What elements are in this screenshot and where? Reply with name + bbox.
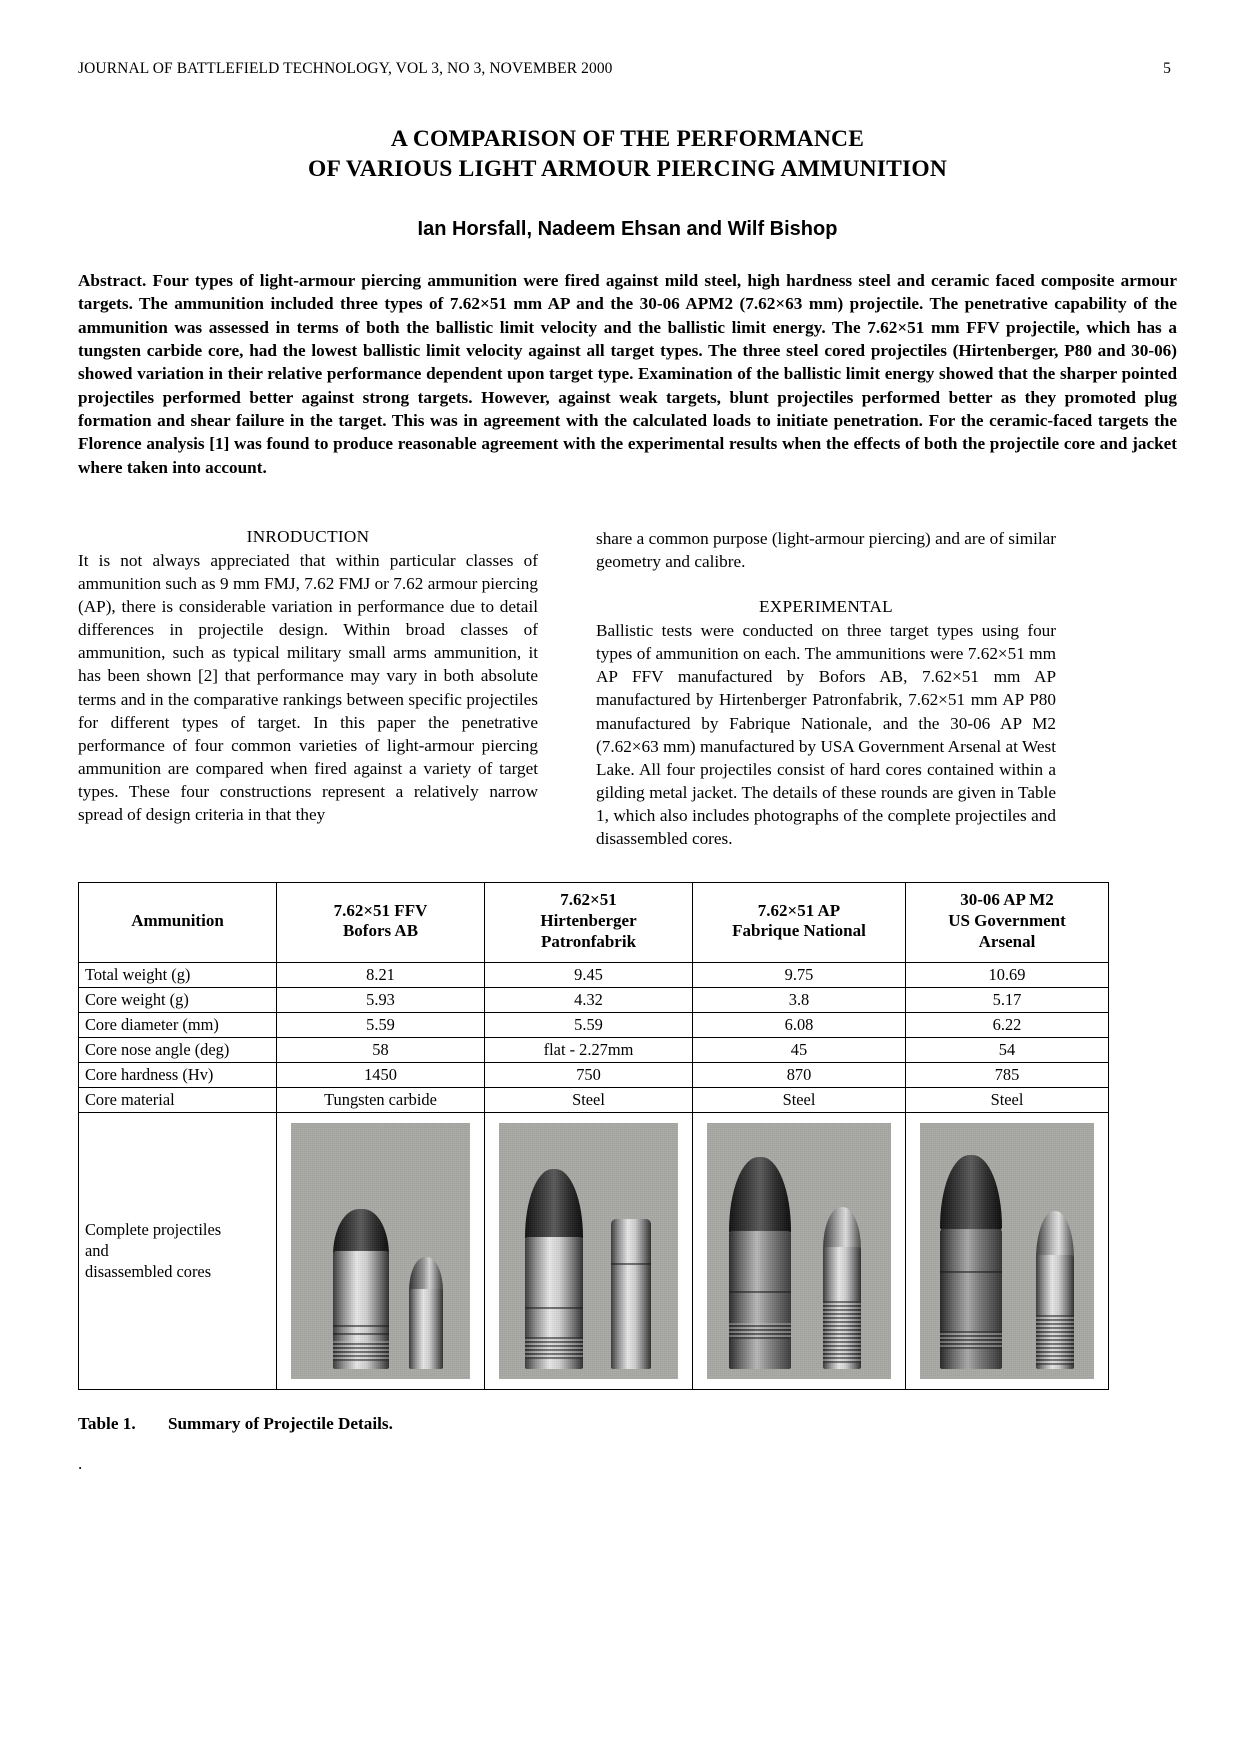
running-head	[78, 60, 1177, 78]
abstract-paragraph: Abstract. Four types of light-armour piercing ammunition were fired against mild steel, high hardness steel and ceramic faced composite armour targets. The ammunition included three types of 7.62×51 mm AP and the 30-06 APM2 (7.62×63 mm) projectile. The penetrative capability of the ammunition was assessed in terms of both the ballistic limit velocity and the ballistic limit energy. The 7.62×51 mm FFV projectile, which has a tungsten carbide core, had the lowest ballistic limit velocity against all target types. The three steel cored projectiles (Hirtenberger, P80 and 30-06) showed variation in their relative performance dependent upon target type. Examination of the ballistic limit energy showed that the sharper pointed projectiles performed better against strong targets. However, against weak targets, blunt projectiles performed better as they promoted plug formation and shear failure in the target. This was in agreement with the calculated loads to initiate penetration. For the ceramic-faced targets the Florence analysis [1] was found to produce reasonable agreement with the experimental results when the effects of both the projectile core and jacket where taken into account.	[78, 271, 1177, 477]
projectile-details-table	[78, 882, 1109, 1389]
trailing-mark: .	[78, 1453, 83, 1473]
table-1-wrapper	[78, 882, 1177, 1473]
header-line: Fabrique National	[732, 921, 866, 941]
table-row	[79, 987, 1109, 1012]
title-line-1: A COMPARISON OF THE PERFORMANCE	[390, 126, 865, 152]
header-line: 7.62×51	[560, 890, 617, 910]
photo-cell-fabrique-national	[693, 1112, 906, 1389]
cell-value: 1450	[277, 1062, 485, 1087]
header-cell-ffv	[277, 883, 485, 962]
cell-value: 750	[485, 1062, 693, 1087]
cell-value: 5.59	[485, 1012, 693, 1037]
cell-value: 3.8	[693, 987, 906, 1012]
cell-value: 6.22	[906, 1012, 1109, 1037]
header-line: Bofors AB	[342, 921, 419, 941]
cell-value: 8.21	[277, 962, 485, 987]
page-number: 5	[1163, 60, 1171, 77]
header-cell-ammunition	[79, 883, 277, 962]
header-line: 30-06 AP M2	[960, 890, 1054, 910]
cell-value: 785	[906, 1062, 1109, 1087]
table-header	[79, 883, 1109, 962]
cell-value: 54	[906, 1037, 1109, 1062]
title-line-2: OF VARIOUS LIGHT ARMOUR PIERCING AMMUNITION	[307, 156, 948, 183]
photo-cell-hirtenberger	[485, 1112, 693, 1389]
cell-value: 5.93	[277, 987, 485, 1012]
left-column	[78, 527, 538, 827]
header-cell-hirtenberger	[485, 883, 693, 962]
cell-value: flat - 2.27mm	[485, 1037, 693, 1062]
row-label: Total weight (g)	[79, 962, 277, 987]
table-header-row	[79, 883, 1109, 962]
table-row	[79, 1087, 1109, 1112]
caption-label: Table 1.	[78, 1413, 136, 1433]
table-row	[79, 1012, 1109, 1037]
body-columns	[78, 527, 1177, 851]
cell-value: Tungsten carbide	[277, 1087, 485, 1112]
table-row	[79, 1062, 1109, 1087]
cell-value: 5.59	[277, 1012, 485, 1037]
cell-value: 45	[693, 1037, 906, 1062]
photo-label-line: disassembled cores	[85, 1262, 212, 1282]
cell-value: Steel	[693, 1087, 906, 1112]
photo-label-line: and	[85, 1240, 109, 1260]
cell-value: 870	[693, 1062, 906, 1087]
journal-reference: JOURNAL OF BATTLEFIELD TECHNOLOGY, VOL 3, NO 3, NOVEMBER 2000	[78, 60, 613, 77]
header-line: Hirtenberger	[540, 911, 637, 931]
section-heading-experimental: EXPERIMENTAL	[759, 597, 893, 617]
cell-value: 58	[277, 1037, 485, 1062]
row-label: Core weight (g)	[79, 987, 277, 1012]
header-cell-fabrique-national	[693, 883, 906, 962]
photo-label-line: Complete projectiles	[85, 1219, 222, 1239]
header-line: Arsenal	[978, 931, 1036, 951]
table-body	[79, 962, 1109, 1389]
experimental-paragraph: Ballistic tests were conducted on three target types using four types of ammunition on each. The ammunitions were 7.62×51 mm AP FFV manufactured by Bofors AB, 7.62×51 mm AP manufactured by Hirtenberger Patronfabrik, 7.62×51 mm AP P80 manufactured by Fabrique Nationale, and the 30-06 AP M2 (7.62×63 mm) manufactured by USA Government Arsenal at West Lake. All four projectiles consist of hard cores contained within a gilding metal jacket. The details of these rounds are given in Table 1, which also includes photographs of the complete projectiles and disassembled cores.	[596, 621, 1056, 849]
author-list: Ian Horsfall, Nadeem Ehsan and Wilf Bishop	[417, 218, 838, 241]
photo-row-label	[79, 1112, 277, 1389]
row-label: Core diameter (mm)	[79, 1012, 277, 1037]
photo-cell-ffv	[277, 1112, 485, 1389]
cell-value: 9.75	[693, 962, 906, 987]
introduction-paragraph: It is not always appreciated that within particular classes of ammunition such as 9 mm FMJ, 7.62 FMJ or 7.62 armour piercing (AP), there is considerable variation in performance due to detail differences in projectile design. Within broad classes of ammunition, such as typical military small arms ammunition, it has been shown [2] that performance may vary in both absolute terms and in the comparative rankings between specific projectiles for different types of target. In this paper the penetrative performance of four common varieties of light-armour piercing ammunition are compared when fired against a variety of target types. These four constructions represent a relatively narrow spread of design criteria in that they	[78, 550, 538, 825]
cell-value: 5.17	[906, 987, 1109, 1012]
cell-value: 10.69	[906, 962, 1109, 987]
row-label: Core material	[79, 1087, 277, 1112]
row-label: Core hardness (Hv)	[79, 1062, 277, 1087]
table-caption	[78, 1414, 1177, 1434]
table-row	[79, 1037, 1109, 1062]
caption-text: Summary of Projectile Details.	[167, 1413, 393, 1433]
section-heading-introduction: INRODUCTION	[246, 526, 370, 546]
right-column	[596, 527, 1056, 851]
table-photo-row	[79, 1112, 1109, 1389]
header-line: US Government	[948, 911, 1066, 931]
cell-value: Steel	[906, 1087, 1109, 1112]
paper-title	[78, 124, 1177, 184]
header-line: 7.62×51 AP	[757, 900, 841, 920]
cell-value: 9.45	[485, 962, 693, 987]
introduction-continuation: share a common purpose (light-armour piercing) and are of similar geometry and calibre.	[596, 528, 1056, 571]
photo-cell-30-06-apm2	[906, 1112, 1109, 1389]
cell-value: Steel	[485, 1087, 693, 1112]
header-line: 7.62×51 FFV	[333, 900, 428, 920]
header-cell-30-06-apm2	[906, 883, 1109, 962]
cell-value: 4.32	[485, 987, 693, 1012]
photo-ffv	[283, 1115, 478, 1387]
cell-value: 6.08	[693, 1012, 906, 1037]
header-line: Ammunition	[131, 911, 224, 931]
photo-hirtenberger	[491, 1115, 686, 1387]
photo-fabrique-national	[699, 1115, 899, 1387]
row-label: Core nose angle (deg)	[79, 1037, 277, 1062]
table-row	[79, 962, 1109, 987]
photo-30-06-apm2	[912, 1115, 1102, 1387]
header-line: Patronfabrik	[540, 931, 637, 951]
